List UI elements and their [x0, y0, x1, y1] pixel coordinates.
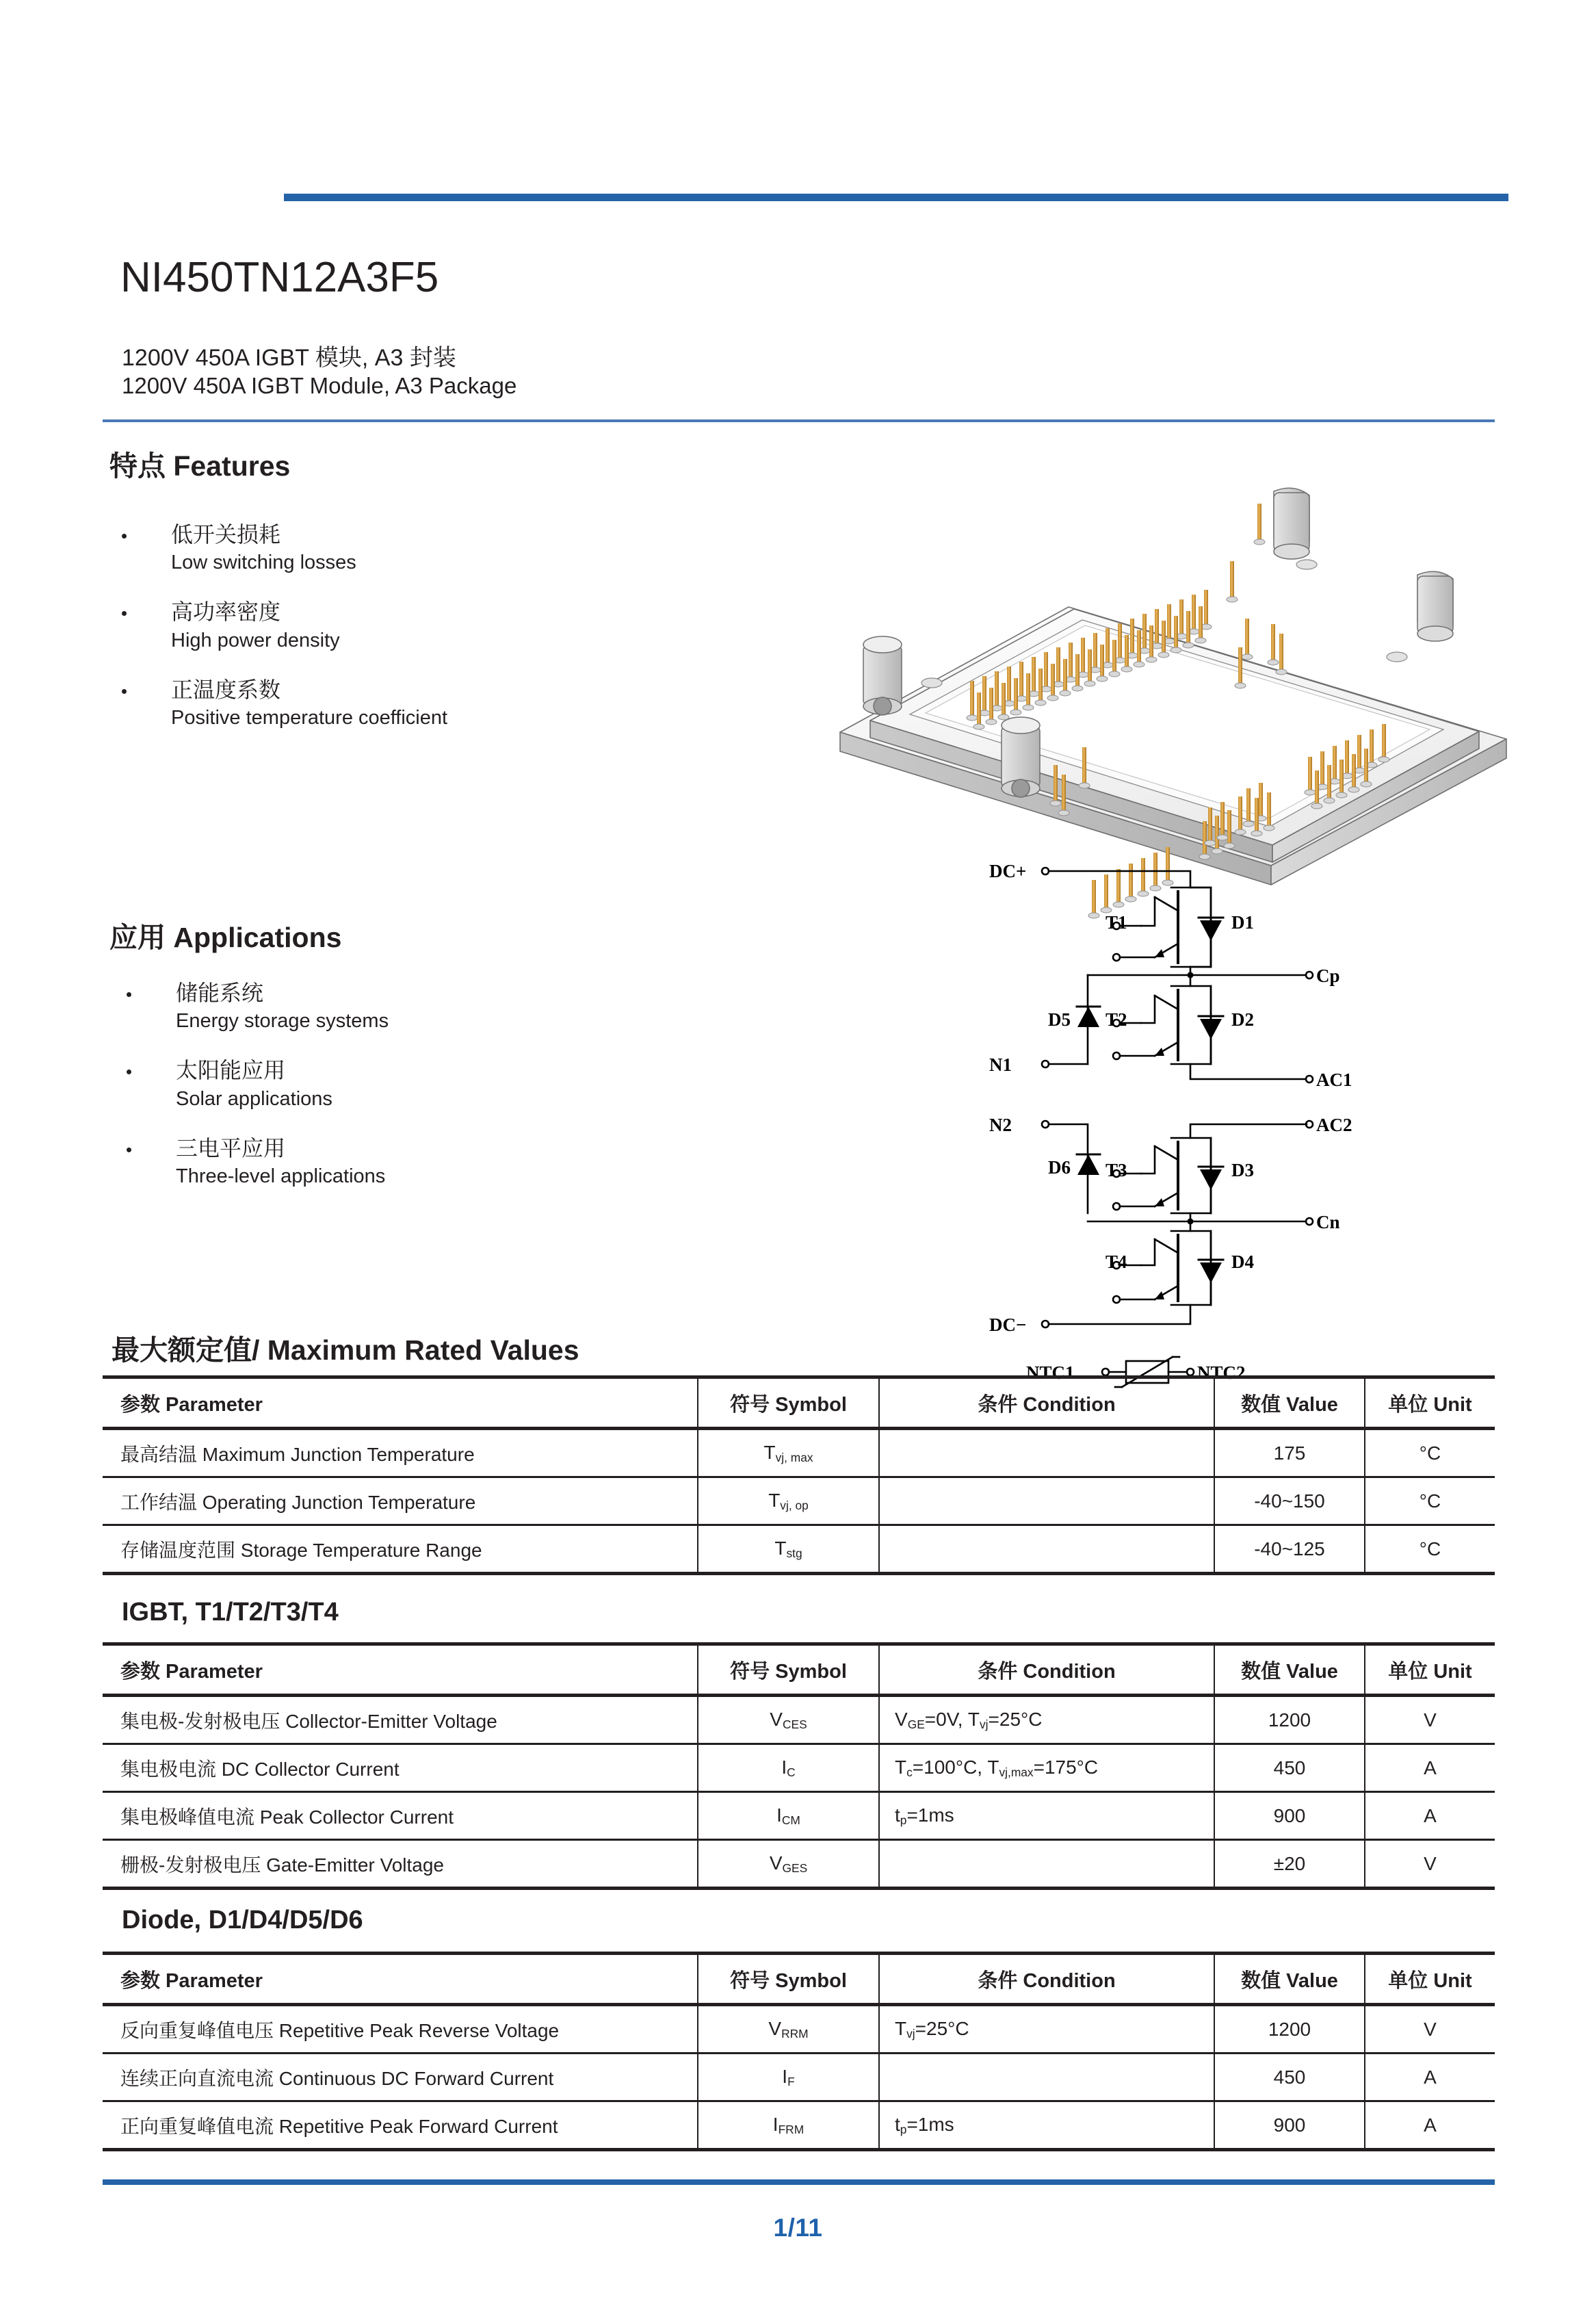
cell-parameter: 连续正向直流电流 Continuous DC Forward Current: [103, 2054, 698, 2101]
cell-unit: A: [1365, 1792, 1495, 1840]
cell-unit: °C: [1365, 1477, 1495, 1525]
bullet-dot-icon: [122, 534, 127, 539]
page-number: 1/11: [773, 2214, 823, 2242]
cell-symbol: $I_C$: [698, 1744, 879, 1792]
application-label-en: Solar applications: [176, 1087, 332, 1110]
schematic-label-cn: Cn: [1316, 1212, 1340, 1232]
cell-value: 1200: [1214, 1696, 1365, 1744]
cell-symbol: $V_{RRM}$: [698, 2005, 879, 2054]
col-header-parameter: 参数 Parameter: [103, 1377, 698, 1429]
cell-parameter: 集电极电流 DC Collector Current: [103, 1744, 698, 1792]
cell-condition: [879, 1429, 1214, 1477]
subtitle-en: 1200V 450A IGBT Module, A3 Package: [122, 373, 517, 398]
cell-symbol: $I_F$: [698, 2054, 879, 2101]
schematic-label-d3: D3: [1231, 1160, 1254, 1180]
schematic-label-ac2: AC2: [1316, 1115, 1352, 1135]
bullet-dot-icon: [127, 1148, 131, 1152]
cell-symbol: $T_{stg}$: [698, 1525, 879, 1574]
list-item: [127, 979, 389, 1035]
col-header-symbol: 符号 Symbol: [698, 1954, 879, 2005]
schematic-label-dcplus: DC+: [989, 861, 1027, 881]
cell-parameter: 正向重复峰值电流 Repetitive Peak Forward Current: [103, 2101, 698, 2150]
list-item: [122, 597, 447, 653]
cell-unit: V: [1365, 1696, 1495, 1744]
schematic-label-t4: T4: [1106, 1252, 1127, 1272]
applications-list: [127, 979, 389, 1211]
cell-condition: [879, 1525, 1214, 1574]
product-photo-igbt-module: [828, 438, 1519, 855]
feature-label-en: Positive temperature coefficient: [171, 706, 448, 729]
col-header-condition: 条件 Condition: [879, 1644, 1214, 1696]
col-header-value: 数值 Value: [1214, 1954, 1365, 2005]
list-item: [122, 675, 447, 731]
cell-condition: $V_{GE}=0V$, $T_{vj}=25^\circ C$: [879, 1696, 1214, 1744]
bullet-dot-icon: [127, 992, 131, 997]
schematic-label-ntc2: NTC2: [1197, 1362, 1246, 1383]
table-row: [103, 1525, 1495, 1574]
cell-parameter: 栅极-发射极电压 Gate-Emitter Voltage: [103, 1840, 698, 1889]
table-row: [103, 2101, 1495, 2150]
page-title: NI450TN12A3F5: [120, 254, 439, 301]
cell-value: -40~125: [1214, 1525, 1365, 1574]
col-header-parameter: 参数 Parameter: [103, 1644, 698, 1696]
col-header-condition: 条件 Condition: [879, 1377, 1214, 1429]
schematic-label-n2: N2: [989, 1115, 1012, 1135]
subtitle-cn: 1200V 450A IGBT 模块, A3 封装: [122, 345, 456, 371]
max-rated-heading: 最大额定值/ Maximum Rated Values: [112, 1334, 579, 1366]
cell-unit: A: [1365, 2101, 1495, 2150]
col-header-value: 数值 Value: [1214, 1644, 1365, 1696]
cell-condition: $T_c=100^\circ C$, $T_{vj,max}=175^\circ C$: [879, 1744, 1214, 1792]
cell-condition: $t_p=1ms$: [879, 2101, 1214, 2150]
schematic-label-dcminus: DC−: [989, 1314, 1027, 1335]
feature-label-en: High power density: [171, 629, 340, 651]
cell-value: 175: [1214, 1429, 1365, 1477]
application-label-en: Energy storage systems: [176, 1010, 389, 1033]
table-row: [103, 1744, 1495, 1792]
max-rated-table: [103, 1375, 1495, 1575]
features-heading: 特点 Features: [109, 450, 291, 482]
schematic-label-ac1: AC1: [1316, 1070, 1352, 1090]
cell-parameter: 反向重复峰值电压 Repetitive Peak Reverse Voltage: [103, 2005, 698, 2054]
cell-unit: °C: [1365, 1525, 1495, 1574]
schematic-label-cp: Cp: [1316, 966, 1340, 986]
cell-unit: A: [1365, 1744, 1495, 1792]
list-item: [127, 1056, 389, 1112]
applications-heading: 应用 Applications: [109, 922, 342, 953]
col-header-condition: 条件 Condition: [879, 1954, 1214, 2005]
table-row: [103, 1477, 1495, 1525]
col-header-unit: 单位 Unit: [1365, 1954, 1495, 2005]
cell-condition: [879, 2054, 1214, 2101]
cell-value: 450: [1214, 1744, 1365, 1792]
feature-label-cn: 低开关损耗: [171, 522, 281, 547]
cell-unit: °C: [1365, 1429, 1495, 1477]
col-header-symbol: 符号 Symbol: [698, 1377, 879, 1429]
table-row: [103, 1429, 1495, 1477]
cell-value: ±20: [1214, 1840, 1365, 1889]
cell-value: 900: [1214, 1792, 1365, 1840]
cell-unit: A: [1365, 2054, 1495, 2101]
schematic-label-d6: D6: [1048, 1157, 1071, 1178]
cell-symbol: $T_{vj, op}$: [698, 1477, 879, 1525]
cell-condition: $T_{vj}=25^\circ C$: [879, 2005, 1214, 2054]
schematic-label-t3: T3: [1106, 1160, 1127, 1180]
schematic-label-ntc1: NTC1: [1026, 1362, 1075, 1383]
igbt-heading: IGBT, T1/T2/T3/T4: [122, 1598, 339, 1627]
schematic-label-d1: D1: [1231, 912, 1254, 933]
features-list: [122, 520, 447, 753]
bullet-dot-icon: [127, 1070, 131, 1074]
schematic-label-t2: T2: [1106, 1009, 1127, 1030]
table-row: [103, 1696, 1495, 1744]
col-header-symbol: 符号 Symbol: [698, 1644, 879, 1696]
cell-symbol: $I_{CM}$: [698, 1792, 879, 1840]
col-header-value: 数值 Value: [1214, 1377, 1365, 1429]
cell-unit: V: [1365, 2005, 1495, 2054]
title-divider: [103, 419, 1495, 422]
cell-symbol: $V_{GES}$: [698, 1840, 879, 1889]
bullet-dot-icon: [122, 689, 127, 694]
feature-label-cn: 高功率密度: [171, 599, 281, 625]
cell-value: -40~150: [1214, 1477, 1365, 1525]
table-row: [103, 1840, 1495, 1889]
cell-unit: V: [1365, 1840, 1495, 1889]
table-row: [103, 2005, 1495, 2054]
schematic-label-d4: D4: [1231, 1252, 1254, 1272]
cell-symbol: $V_{CES}$: [698, 1696, 879, 1744]
schematic-label-t1: T1: [1106, 912, 1127, 933]
cell-value: 1200: [1214, 2005, 1365, 2054]
list-item: [127, 1134, 389, 1190]
igbt-table: [103, 1642, 1495, 1890]
application-label-cn: 太阳能应用: [176, 1058, 286, 1083]
bullet-dot-icon: [122, 611, 127, 616]
feature-label-en: Low switching losses: [171, 552, 356, 574]
cell-symbol: $I_{FRM}$: [698, 2101, 879, 2150]
cell-symbol: $T_{vj, max}$: [698, 1429, 879, 1477]
cell-parameter: 集电极-发射极电压 Collector-Emitter Voltage: [103, 1696, 698, 1744]
application-label-cn: 三电平应用: [176, 1135, 286, 1161]
schematic-label-d5: D5: [1048, 1009, 1071, 1030]
cell-parameter: 最高结温 Maximum Junction Temperature: [103, 1429, 698, 1477]
table-header-row: [103, 1377, 1495, 1429]
table-row: [103, 2054, 1495, 2101]
cell-value: 450: [1214, 2054, 1365, 2101]
application-label-cn: 储能系统: [176, 981, 264, 1005]
col-header-unit: 单位 Unit: [1365, 1644, 1495, 1696]
table-row: [103, 1792, 1495, 1840]
diode-table: [103, 1952, 1495, 2151]
cell-condition: $t_p=1ms$: [879, 1792, 1214, 1840]
cell-parameter: 存储温度范围 Storage Temperature Range: [103, 1525, 698, 1574]
footer-accent-bar: [103, 2179, 1495, 2185]
cell-condition: [879, 1477, 1214, 1525]
cell-value: 900: [1214, 2101, 1365, 2150]
application-label-en: Three-level applications: [176, 1165, 386, 1187]
schematic-label-d2: D2: [1231, 1009, 1254, 1030]
cell-condition: [879, 1840, 1214, 1889]
table-header-row: [103, 1954, 1495, 2005]
col-header-unit: 单位 Unit: [1365, 1377, 1495, 1429]
schematic-label-n1: N1: [989, 1054, 1012, 1075]
diode-heading: Diode, D1/D4/D5/D6: [122, 1906, 363, 1934]
cell-parameter: 集电极峰值电流 Peak Collector Current: [103, 1792, 698, 1840]
feature-label-cn: 正温度系数: [171, 677, 281, 702]
list-item: [122, 520, 447, 576]
table-header-row: [103, 1644, 1495, 1696]
cell-parameter: 工作结温 Operating Junction Temperature: [103, 1477, 698, 1525]
col-header-parameter: 参数 Parameter: [103, 1954, 698, 2005]
circuit-schematic-3level-npc: [985, 852, 1409, 1383]
header-accent-bar: [284, 194, 1508, 201]
